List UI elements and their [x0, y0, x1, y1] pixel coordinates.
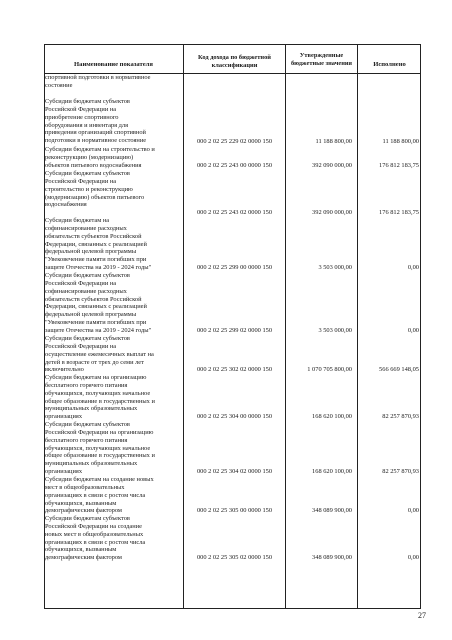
header-approved: Утвержденные бюджетные значения — [290, 52, 353, 67]
row-name: Субсидии бюджетам на создание новых мест в общеобразовательных организациях в связи с ростом числа обучающихся, вызванным демографическим фактором — [45, 476, 154, 515]
row-name: Субсидии бюджетам субъектов Российской Федерации на софинансирование расходных обязательств субъектов Российской Федерации, связанных с реализацией федеральной целевой программы "Увековечение памяти погибших при защите Отечества на 2019 - 2024 годы" — [45, 272, 152, 334]
row-code: 000 2 02 25 229 02 0000 150 — [196, 138, 273, 145]
header-name: Наименование показателя — [74, 60, 153, 68]
row-executed: 0,00 — [407, 327, 419, 334]
row-approved: 392 090 000,00 — [312, 162, 352, 169]
row-name: спортивной подготовки в нормативное состояние — [45, 74, 151, 89]
row-code: 000 2 02 25 302 02 0000 150 — [196, 366, 273, 373]
row-name: Субсидии бюджетам субъектов Российской Федерации на осуществление ежемесячных выплат на детей в возрасте от трех до семи лет включительно — [45, 335, 154, 374]
row-code: 000 2 02 25 305 02 0000 150 — [196, 554, 273, 561]
row-executed: 0,00 — [407, 554, 419, 561]
row-code: 000 2 02 25 243 00 0000 150 — [196, 162, 273, 169]
row-approved: 168 620 100,00 — [312, 413, 352, 420]
row-name: Субсидии бюджетам субъектов Российской Федерации на строительство и реконструкцию (модернизацию) объектов питьевого водоснабжения — [45, 170, 145, 209]
row-executed: 0,00 — [407, 264, 419, 271]
row-code: 000 2 02 25 299 00 0000 150 — [196, 264, 273, 271]
row-name: Субсидии бюджетам на строительство и реконструкцию (модернизацию) объектов питьевого водоснабжения — [45, 146, 155, 169]
row-approved: 392 090 000,00 — [312, 209, 352, 216]
page-number: 27 — [418, 611, 426, 620]
row-approved: 348 089 900,00 — [312, 507, 352, 514]
header-executed: Исполнено — [373, 60, 406, 68]
row-executed: 176 812 183,75 — [379, 209, 419, 216]
row-name: Субсидии бюджетам на организацию бесплатного горячего питания обучающихся, получающих начальное общее образование в государственных и муниципальных образовательных организациях — [45, 374, 155, 421]
row-executed: 82 257 870,93 — [382, 468, 419, 475]
row-executed: 11 188 800,00 — [382, 138, 419, 145]
row-approved: 168 620 100,00 — [312, 468, 352, 475]
row-name: Субсидии бюджетам субъектов Российской Федерации на создание новых мест в общеобразовательных организациях в связи с ростом числа обучающихся, вызванным демографическим фактором — [45, 515, 146, 562]
row-code: 000 2 02 25 304 02 0000 150 — [196, 468, 273, 475]
row-approved: 348 089 900,00 — [312, 554, 352, 561]
row-code: 000 2 02 25 243 02 0000 150 — [196, 209, 273, 216]
row-name: Субсидии бюджетам субъектов Российской Федерации на приобретение спортивного оборудования и инвентаря для приведения организаций спортивной подготовки в нормативное состояние — [45, 98, 147, 145]
row-code: 000 2 02 25 305 00 0000 150 — [196, 507, 273, 514]
row-name: Субсидии бюджетам на софинансирование расходных обязательств субъектов Российской Федерации, связанных с реализацией федеральной целевой программы "Увековечение памяти погибших при защите Отечества на 2019 - 2024 годы" — [45, 217, 152, 272]
row-executed: 176 812 183,75 — [379, 162, 419, 169]
row-executed: 0,00 — [407, 507, 419, 514]
row-executed: 82 257 870,93 — [382, 413, 419, 420]
header-code: Код дохода по бюджетной классификации — [198, 54, 271, 69]
row-approved: 3 503 000,00 — [318, 327, 352, 334]
row-code: 000 2 02 25 304 00 0000 150 — [196, 413, 273, 420]
row-approved: 3 503 000,00 — [318, 264, 352, 271]
row-name: Субсидии бюджетам субъектов Российской Федерации на организацию бесплатного горячего питания обучающихся, получающих начальное общее образование в государственных и муниципальных образовательных организациях — [45, 421, 155, 476]
row-code: 000 2 02 25 299 02 0000 150 — [196, 327, 273, 334]
row-executed: 566 669 148,05 — [379, 366, 419, 373]
row-approved: 11 188 800,00 — [315, 138, 352, 145]
row-approved: 1 070 705 800,00 — [307, 366, 352, 373]
